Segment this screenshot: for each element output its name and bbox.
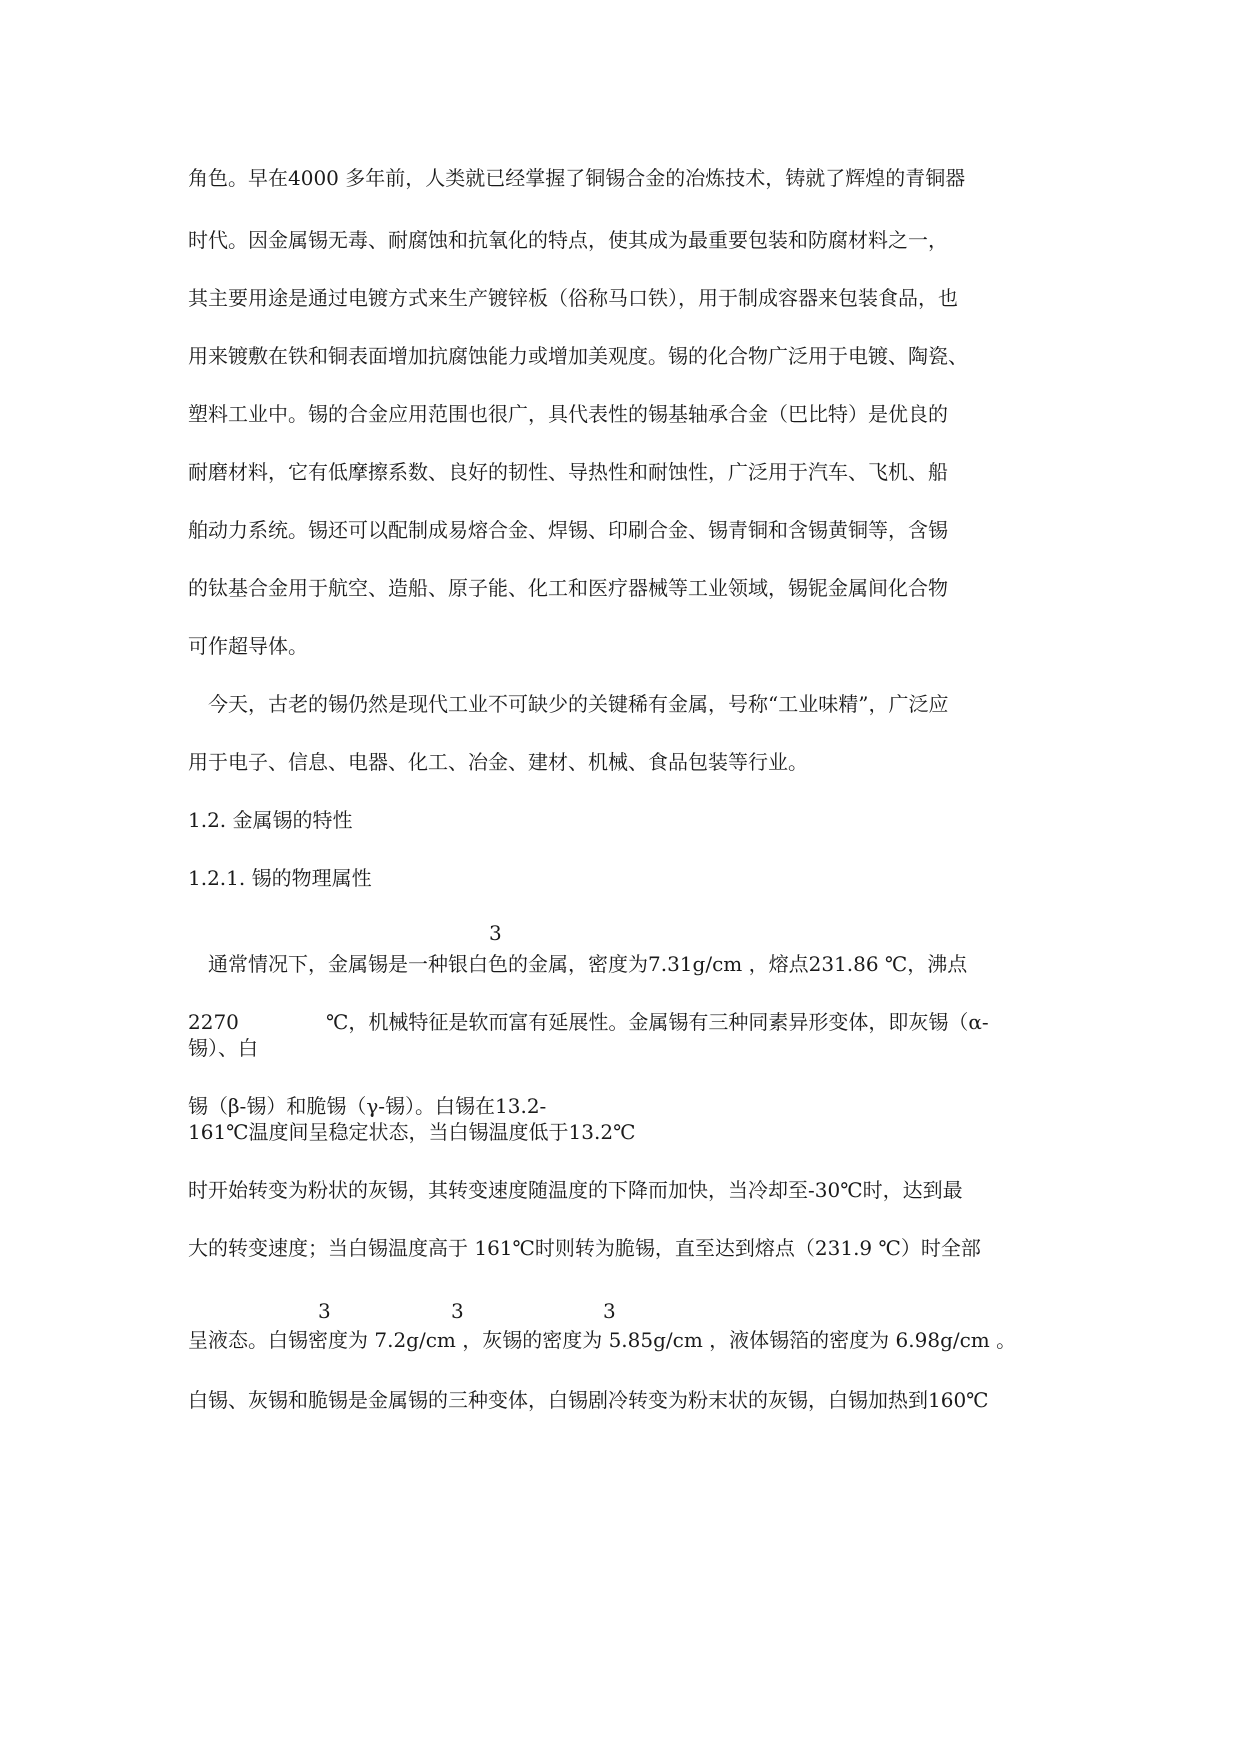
- paragraph-line: 2270: [188, 1010, 239, 1034]
- paragraph-line: 白锡、灰锡和脆锡是金属锡的三种变体，白锡剧冷转变为粉末状的灰锡，白锡加热到160℃: [188, 1388, 989, 1412]
- paragraph-line: 呈液态。白锡密度为 7.2g/cm ，灰锡的密度为 5.85g/cm ，液体锡箔的密度为 6.98g/cm 。: [188, 1328, 1017, 1352]
- paragraph-line: 锡）、白: [188, 1036, 258, 1060]
- superscript: 3: [603, 1299, 616, 1323]
- section-heading: 1.2. 金属锡的特性: [188, 808, 353, 832]
- superscript: 3: [489, 921, 502, 945]
- paragraph-line: 角色。早在4000 多年前，人类就已经掌握了铜锡合金的冶炼技术，铸就了辉煌的青铜器: [188, 166, 966, 190]
- paragraph-line: 用于电子、信息、电器、化工、冶金、建材、机械、食品包装等行业。: [188, 750, 808, 774]
- paragraph-line: 今天，古老的锡仍然是现代工业不可缺少的关键稀有金属，号称“工业味精”，广泛应: [208, 692, 949, 716]
- paragraph-line: 的钛基合金用于航空、造船、原子能、化工和医疗器械等工业领域，锡铌金属间化合物: [188, 576, 948, 600]
- paragraph-line: 时代。因金属锡无毒、耐腐蚀和抗氧化的特点，使其成为最重要包装和防腐材料之一，: [188, 228, 948, 252]
- paragraph-line: 通常情况下，金属锡是一种银白色的金属，密度为7.31g/cm ，熔点231.86 ℃，沸点: [208, 952, 968, 976]
- paragraph-line: 舶动力系统。锡还可以配制成易熔合金、焊锡、印刷合金、锡青铜和含锡黄铜等，含锡: [188, 518, 948, 542]
- paragraph-line: ℃，机械特征是软而富有延展性。金属锡有三种同素异形变体，即灰锡（α-: [326, 1010, 989, 1034]
- paragraph-line: 锡（β-锡）和脆锡（γ-锡）。白锡在13.2-: [188, 1094, 547, 1118]
- paragraph-line: 大的转变速度；当白锡温度高于 161℃时则转为脆锡，直至达到熔点（231.9 ℃）时全部: [188, 1236, 981, 1260]
- paragraph-line: 耐磨材料，它有低摩擦系数、良好的韧性、导热性和耐蚀性，广泛用于汽车、飞机、船: [188, 460, 948, 484]
- superscript: 3: [451, 1299, 464, 1323]
- paragraph-line: 可作超导体。: [188, 634, 308, 658]
- paragraph-line: 其主要用途是通过电镀方式来生产镀锌板（俗称马口铁），用于制成容器来包装食品，也: [188, 286, 958, 310]
- paragraph-line: 时开始转变为粉状的灰锡，其转变速度随温度的下降而加快，当冷却至-30℃时，达到最: [188, 1178, 963, 1202]
- paragraph-line: 塑料工业中。锡的合金应用范围也很广，具代表性的锡基轴承合金（巴比特）是优良的: [188, 402, 948, 426]
- paragraph-line: 161℃温度间呈稳定状态，当白锡温度低于13.2℃: [188, 1120, 636, 1144]
- paragraph-line: 用来镀敷在铁和铜表面增加抗腐蚀能力或增加美观度。锡的化合物广泛用于电镀、陶瓷、: [188, 344, 968, 368]
- subsection-heading: 1.2.1. 锡的物理属性: [188, 866, 372, 890]
- superscript: 3: [318, 1299, 331, 1323]
